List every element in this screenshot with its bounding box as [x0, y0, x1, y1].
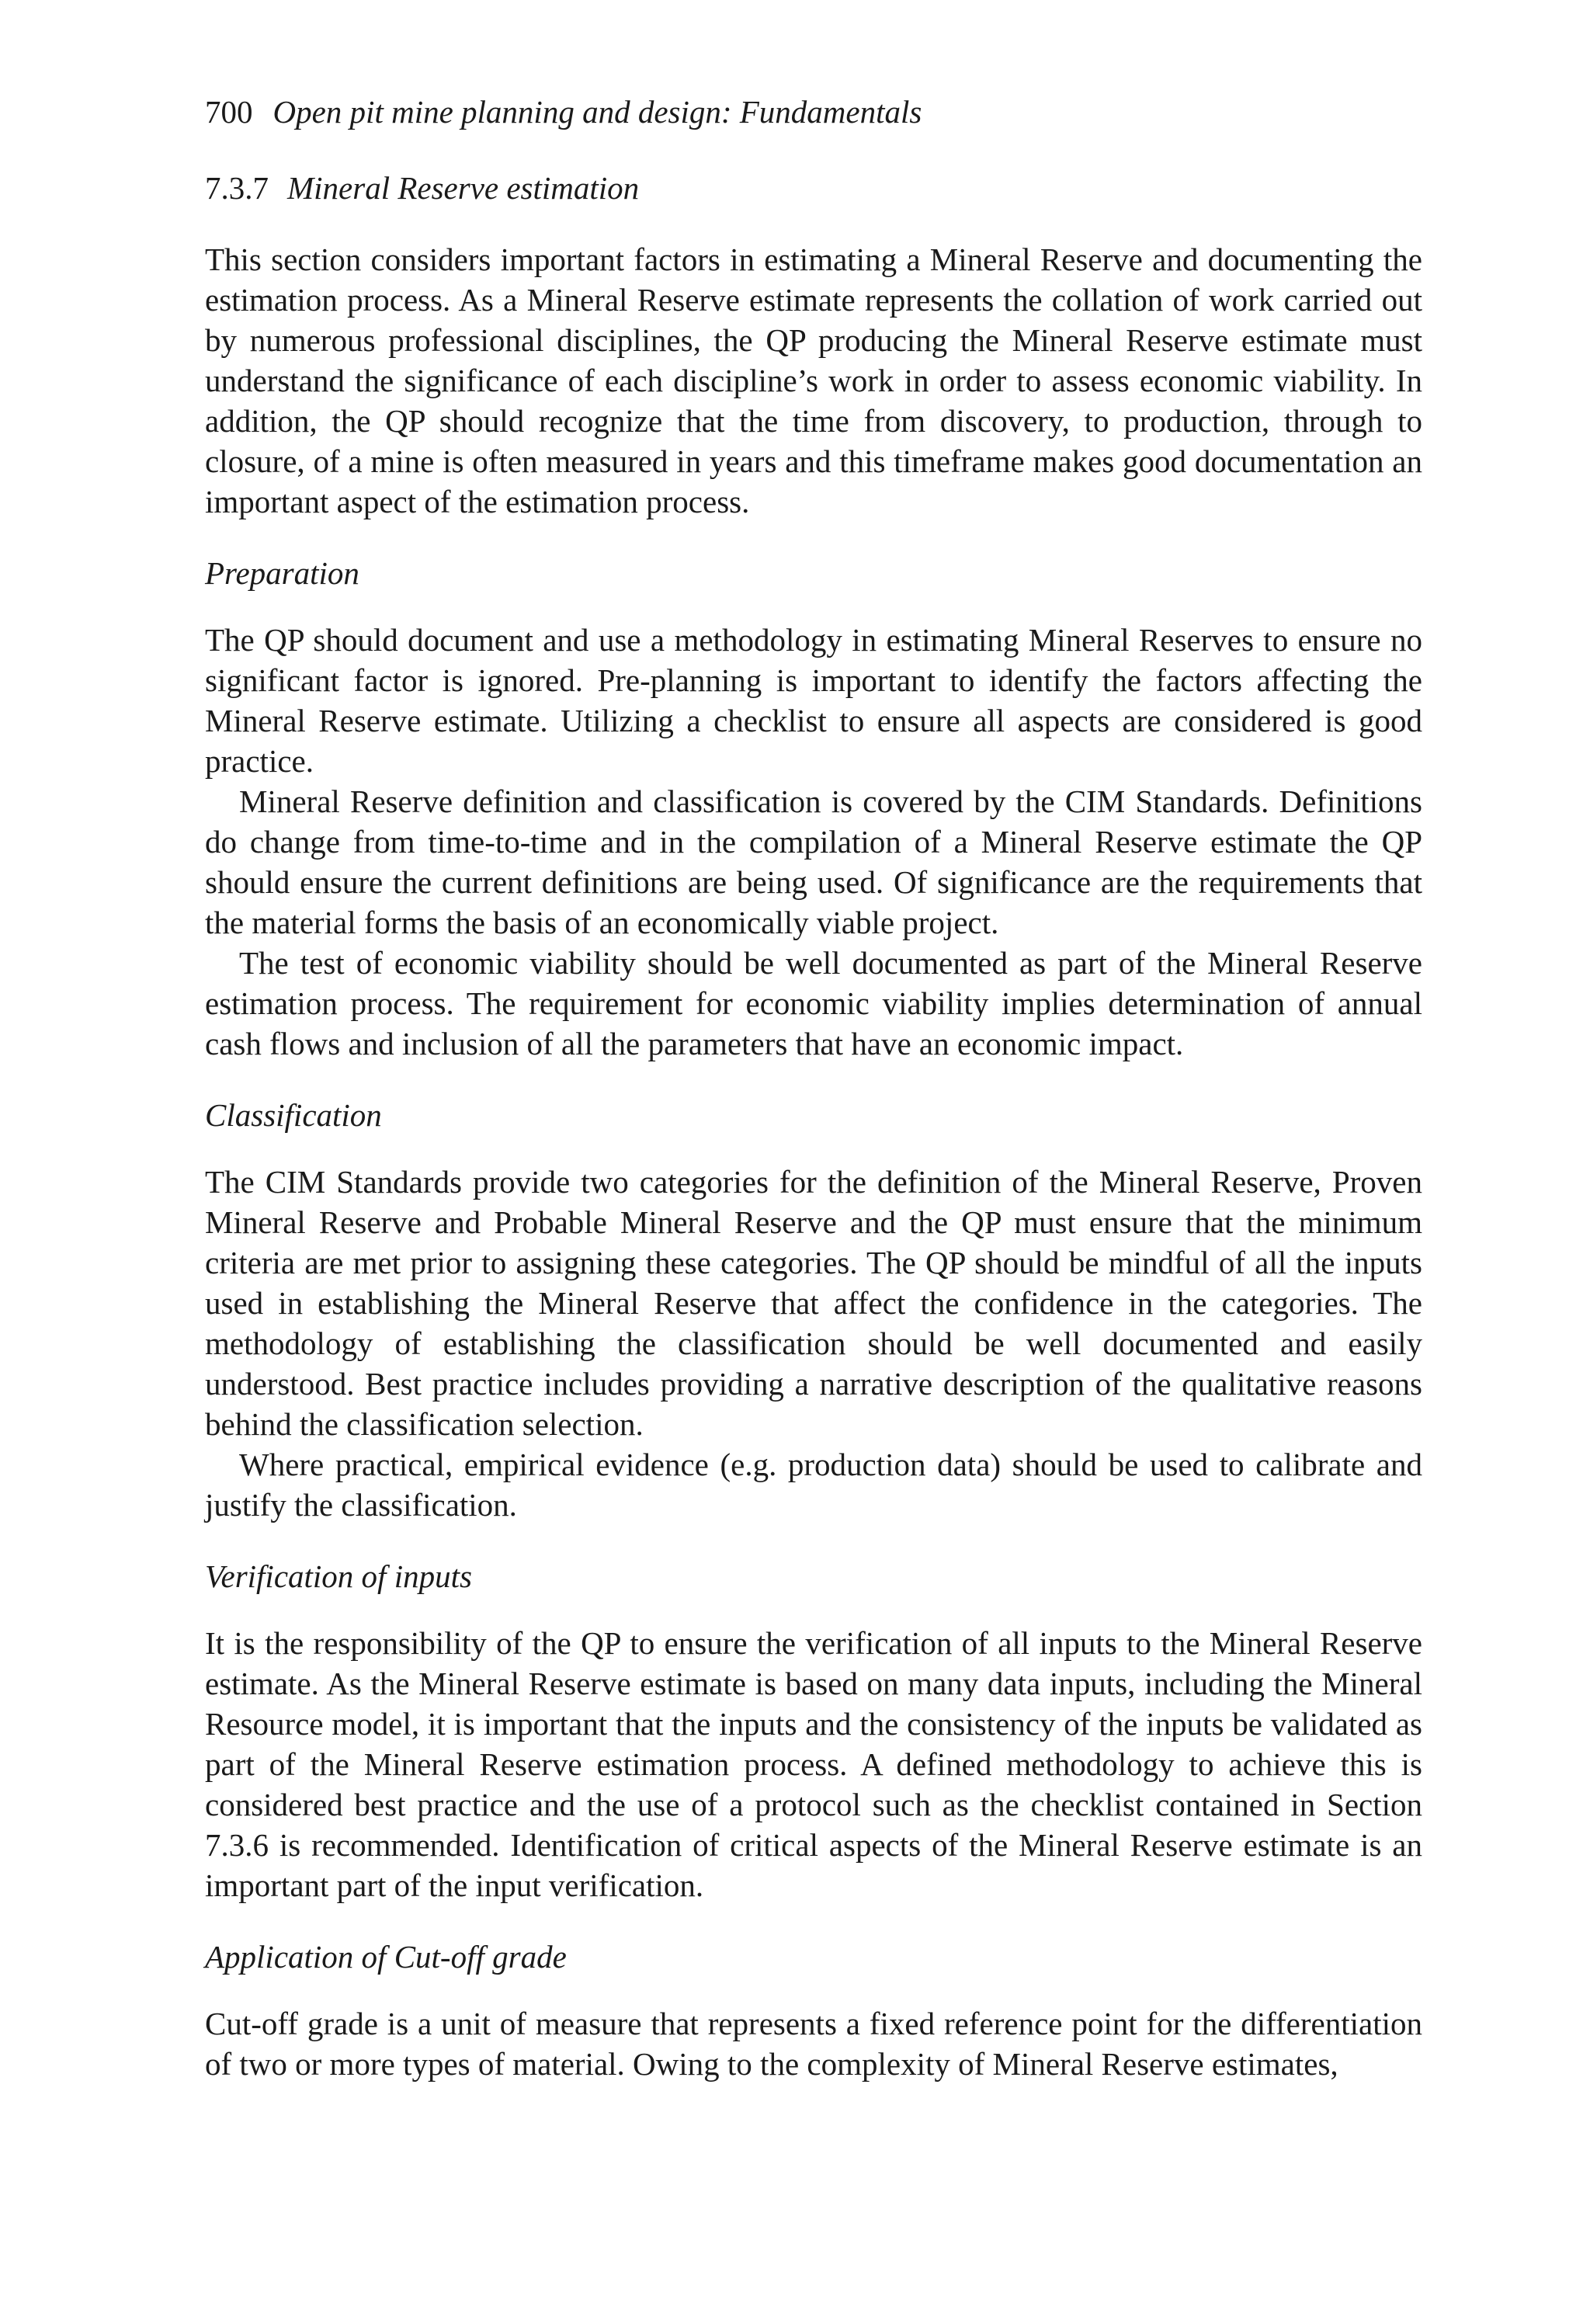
subheading-preparation: Preparation [205, 555, 359, 591]
classification-paragraph-1: The CIM Standards provide two categories for the definition of the Mineral Reserve, Proven Mineral Reserve and Probable Mineral Reserve and the QP must ensure that the minimum criteria are met prior to assigning these categories. The QP should be mindful of all the inputs used in establishing the Mineral Reserve that affect the confidence in the categories. The methodology of establishing the classification should be well documented and easily understood. Best practice includes providing a narrative description of the qualitative reasons behind the classification selection. [205, 1164, 1422, 1442]
page-number: 700 [205, 94, 253, 130]
verification-paragraph-1: It is the responsibility of the QP to ensure the verification of all inputs to the Mineral Reserve estimate. As the Mineral Reserve estimate is based on many data inputs, including the Mineral Resource model, it is important that the inputs and the consistency of the inputs be validated as part of the Mineral Reserve estimation process. A defined methodology to achieve this is considered best practice and the use of a protocol such as the checklist contained in Section 7.3.6 is recommended. Identification of critical aspects of the Mineral Reserve estimate is an important part of the input verification. [205, 1625, 1422, 1903]
preparation-paragraph-3: The test of economic viability should be well documented as part of the Mineral Reserve estimation process. The requirement for economic viability implies determination of annual cash flows and inclusion of all the parameters that have an economic impact. [205, 945, 1422, 1061]
subheading-verification: Verification of inputs [205, 1558, 472, 1594]
cutoff-paragraph-1: Cut-off grade is a unit of measure that represents a fixed reference point for the differentiation of two or more types of material. Owing to the complexity of Mineral Reserve estimates, [205, 2006, 1422, 2082]
subheading-cutoff-grade: Application of Cut-off grade [205, 1939, 567, 1975]
classification-paragraph-2: Where practical, empirical evidence (e.g. production data) should be used to calibrate and justify the classification. [205, 1447, 1422, 1523]
preparation-paragraph-2: Mineral Reserve definition and classification is covered by the CIM Standards. Definitions do change from time-to-time and in the compilation of a Mineral Reserve estimate the QP should ensure the current definitions are being used. Of significance are the requirements that the material forms the basis of an economically viable project. [205, 783, 1422, 940]
subheading-classification: Classification [205, 1097, 382, 1133]
book-page [205, 92, 1422, 2084]
section-heading [205, 168, 1422, 208]
section-title: Mineral Reserve estimation [287, 170, 640, 206]
intro-paragraph: This section considers important factors in estimating a Mineral Reserve and documenting the estimation process. As a Mineral Reserve estimate represents the collation of work carried out by numerous professional disciplines, the QP producing the Mineral Reserve estimate must understand the significance of each discipline’s work in order to assess economic viability. In addition, the QP should recognize that the time from discovery, to production, through to closure, of a mine is often measured in years and this timeframe makes good documentation an important aspect of the estimation process. [205, 241, 1422, 519]
running-head [205, 92, 1422, 132]
preparation-paragraph-1: The QP should document and use a methodology in estimating Mineral Reserves to ensure no significant factor is ignored. Pre-planning is important to identify the factors affecting the Mineral Reserve estimate. Utilizing a checklist to ensure all aspects are considered is good practice. [205, 622, 1422, 779]
section-number: 7.3.7 [205, 170, 269, 206]
book-title: Open pit mine planning and design: Fundamentals [273, 94, 922, 130]
